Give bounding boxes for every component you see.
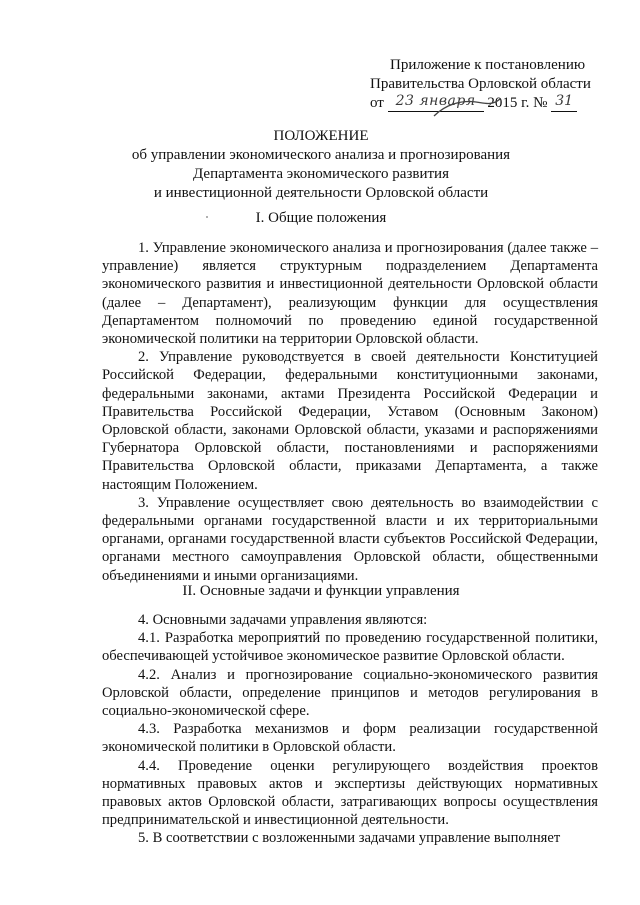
document-title: [60, 127, 582, 203]
annex-year: 2015 г. №: [487, 95, 548, 111]
section-1-heading: I. Общие положения: [255, 210, 387, 226]
title-line-1: об управлении экономического анализа и прогнозирования: [131, 147, 511, 163]
pen-stroke-icon: [432, 96, 502, 120]
paragraph: 1. Управление экономического анализа и прогнозирования (далее также – управление) является структурным подразделением Департамента экономического развития и инвестиционной деятельности Орловской области (далее – Департамент), реализующим функции для осуществления Департаментом полномочий по проведению единой государственной экономической политики на территории Орловской области.: [102, 240, 598, 348]
paragraph: 5. В соответствии с возложенными задачами управление выполняет: [138, 830, 561, 847]
annex-from: от: [370, 95, 384, 111]
section-2-body: [102, 611, 598, 848]
paragraph: 3. Управление осуществляет свою деятельность во взаимодействии с федеральными органами государственной власти и их территориальными органами, органами государственной власти субъектов Российской Федерации, органами местного самоуправления Орловской области, общественными объединениями и иными организациями.: [102, 494, 598, 584]
paragraph: 4.1. Разработка мероприятий по проведению государственной политики, обеспечивающей устойчивое экономическое развитие Орловской области.: [102, 630, 598, 665]
annex-line-1: Приложение к постановлению: [390, 57, 586, 73]
title-line-2: Департамента экономического развития: [193, 166, 449, 182]
title-line-3: и инвестиционной деятельности Орловской области: [153, 185, 489, 201]
handwritten-number: 31: [551, 92, 577, 112]
annex-line-2: Правительства Орловской области: [370, 76, 591, 92]
paragraph: 4. Основными задачами управления являются:: [138, 612, 428, 628]
paragraph: 4.2. Анализ и прогнозирование социально-экономического развития Орловской области, определение принципов и методов регулирования в социально-экономической сфере.: [102, 666, 598, 720]
paragraph: 4.4. Проведение оценки регулирующего воздействия проектов нормативных правовых актов и экспертизы действующих нормативных правовых актов Орловской области, затрагивающих вопросы осуществления предпринимательской и инвестиционной деятельности.: [102, 757, 598, 829]
title-heading: ПОЛОЖЕНИЕ: [273, 128, 369, 144]
section-2-heading: II. Основные задачи и функции управления: [182, 583, 460, 599]
section-1-body: [102, 239, 598, 585]
paragraph: 4.3. Разработка механизмов и форм реализации государственной экономической политики в Орловской области.: [102, 721, 598, 756]
handwritten-date: 23 января: [388, 92, 484, 112]
paragraph: 2. Управление руководствуется в своей деятельности Конституцией Российской Федерации, федеральными конституционными законами, федеральными законами, актами Президента Российской Федерации и Правительства Российской Федерации, Уставом (Основным Законом) Орловской области, законами Орловской области, указами и распоряжениями Губернатора Орловской области, постановлениями и распоряжениями Правительства Орловской области, приказами Департамента, а также настоящим Положением.: [102, 349, 598, 493]
